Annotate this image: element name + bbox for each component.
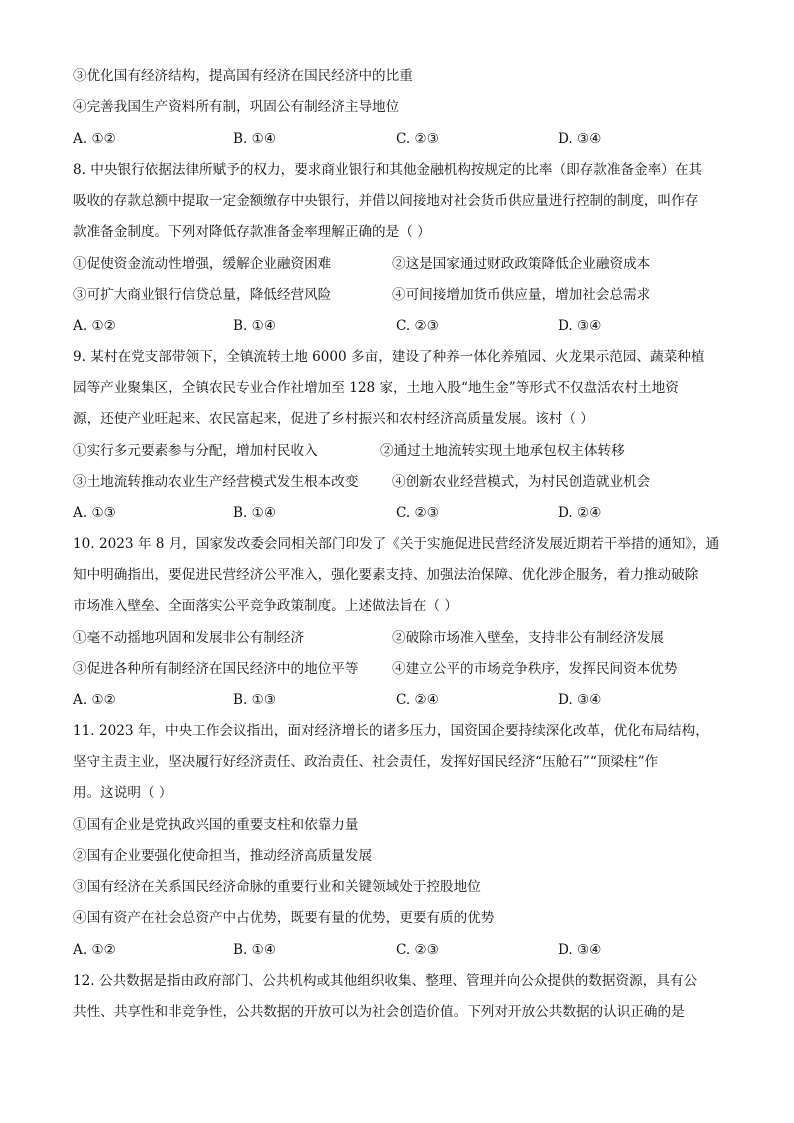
q11-choice-d: D. ③④ [558,942,602,958]
q7-choice-b: B. ①④ [233,131,277,147]
q8-option-3: ③可扩大商业银行信贷总量，降低经营风险 [73,287,332,303]
q11-stem-line-1: 11. 2023 年，中央工作会议指出，面对经济增长的诸多压力，国资国企要持续深化改革，优化布局结构， [73,723,709,739]
q8-option-2: ②这是国家通过财政政策降低企业融资成本 [392,256,651,272]
q7-choices [73,129,733,149]
q9-stem-line-2: 园等产业聚集区，全镇农民专业合作社增加至 128 家，土地入股“地生金”等形式不仅盘活农村土地资 [73,380,679,396]
q9-stem-line-1: 9. 某村在党支部带领下，全镇流转土地 6000 多亩，建设了种养一体化养殖园、火龙果示范园、蔬菜种植 [73,349,705,365]
q11-option-4: ④国有资产在社会总资产中占优势，既要有量的优势，更要有质的优势 [73,910,495,926]
q11-option-1: ①国有企业是党执政兴国的重要支柱和依靠力量 [73,817,359,833]
q10-stem-line-3: 市场准入壁垒、全面落实公平竞争政策制度。上述做法旨在（ ） [73,598,458,614]
q10-option-4: ④建立公平的市场竞争秩序，发挥民间资本优势 [392,661,678,677]
q9-choice-c: C. ②③ [396,505,439,521]
q10-stem-line-1: 10. 2023 年 8 月，国家发改委会同相关部门印发了《关于实施促进民营经济发展近期若干举措的通知》，通 [73,536,720,552]
q11-choice-a: A. ①② [73,942,116,958]
q8-stem-line-2: 吸收的存款总额中提取一定金额缴存中央银行，并借以间接地对社会货币供应量进行控制的制度，叫作存 [73,193,699,209]
q8-option-1: ①促使资金流动性增强，缓解企业融资困难 [73,256,332,272]
q11-choice-c: C. ②③ [396,942,439,958]
q8-choice-d: D. ③④ [558,318,602,334]
q12-stem-line-2: 共性、共享性和非竞争性，公共数据的开放可以为社会创造价值。下列对开放公共数据的认识正确的是 [73,1004,685,1020]
q7-choice-c: C. ②③ [396,131,439,147]
q8-choice-c: C. ②③ [396,318,439,334]
q11-choices [73,940,733,960]
q8-choices [73,316,733,336]
q9-option-1: ①实行多元要素参与分配，增加村民收入 [73,443,318,459]
q11-option-3: ③国有经济在关系国民经济命脉的重要行业和关键领域处于控股地位 [73,879,481,895]
q9-choice-b: B. ①④ [233,505,277,521]
q11-stem-line-3: 用。这说明（ ） [73,785,173,801]
q8-stem-line-1: 8. 中央银行依据法律所赋予的权力，要求商业银行和其他金融机构按规定的比率（即存款准备金率）在其 [73,162,703,178]
q10-option-2: ②破除市场准入壁垒，支持非公有制经济发展 [392,630,664,646]
q12-stem-line-1: 12. 公共数据是指由政府部门、公共机构或其他组织收集、整理、管理并向公众提供的数据资源，具有公 [73,973,698,989]
q8-option-4: ④可间接增加货币供应量，增加社会总需求 [392,287,651,303]
q10-option-1: ①毫不动摇地巩固和发展非公有制经济 [73,630,305,646]
q7-choice-d: D. ③④ [558,131,602,147]
q10-choice-a: A. ①② [73,692,116,708]
q9-choices [73,503,733,523]
q9-choice-a: A. ①③ [73,505,116,521]
q10-choice-c: C. ②④ [396,692,439,708]
q8-choice-b: B. ①④ [233,318,277,334]
q8-stem-line-3: 款准备金制度。下列对降低存款准备金率理解正确的是（ ） [73,224,431,240]
q7-option-4: ④完善我国生产资料所有制，巩固公有制经济主导地位 [73,99,400,115]
q9-choice-d: D. ②④ [558,505,602,521]
q10-choice-d: D. ③④ [558,692,602,708]
q11-option-2: ②国有企业要强化使命担当，推动经济高质量发展 [73,848,373,864]
q10-choices [73,690,733,710]
q10-stem-line-2: 知中明确指出，要促进民营经济公平准入，强化要素支持、加强法治保障、优化涉企服务，着力推动破除 [73,567,699,583]
q10-choice-b: B. ①③ [233,692,277,708]
q9-stem-line-3: 源，还使产业旺起来、农民富起来，促进了乡村振兴和农村经济高质量发展。该村（ ） [73,411,594,427]
q9-option-3: ③土地流转推动农业生产经营模式发生根本改变 [73,474,359,490]
q11-choice-b: B. ①④ [233,942,277,958]
q9-option-4: ④创新农业经营模式，为村民创造就业机会 [392,474,651,490]
q8-choice-a: A. ①② [73,318,116,334]
q11-stem-line-2: 坚守主责主业，坚决履行好经济责任、政治责任、社会责任，发挥好国民经济“压舱石”“顶梁柱”作 [73,754,659,770]
q7-choice-a: A. ①② [73,131,116,147]
q10-option-3: ③促进各种所有制经济在国民经济中的地位平等 [73,661,359,677]
q9-option-2: ②通过土地流转实现土地承包权主体转移 [380,443,625,459]
q7-option-3: ③优化国有经济结构，提高国有经济在国民经济中的比重 [73,68,413,84]
